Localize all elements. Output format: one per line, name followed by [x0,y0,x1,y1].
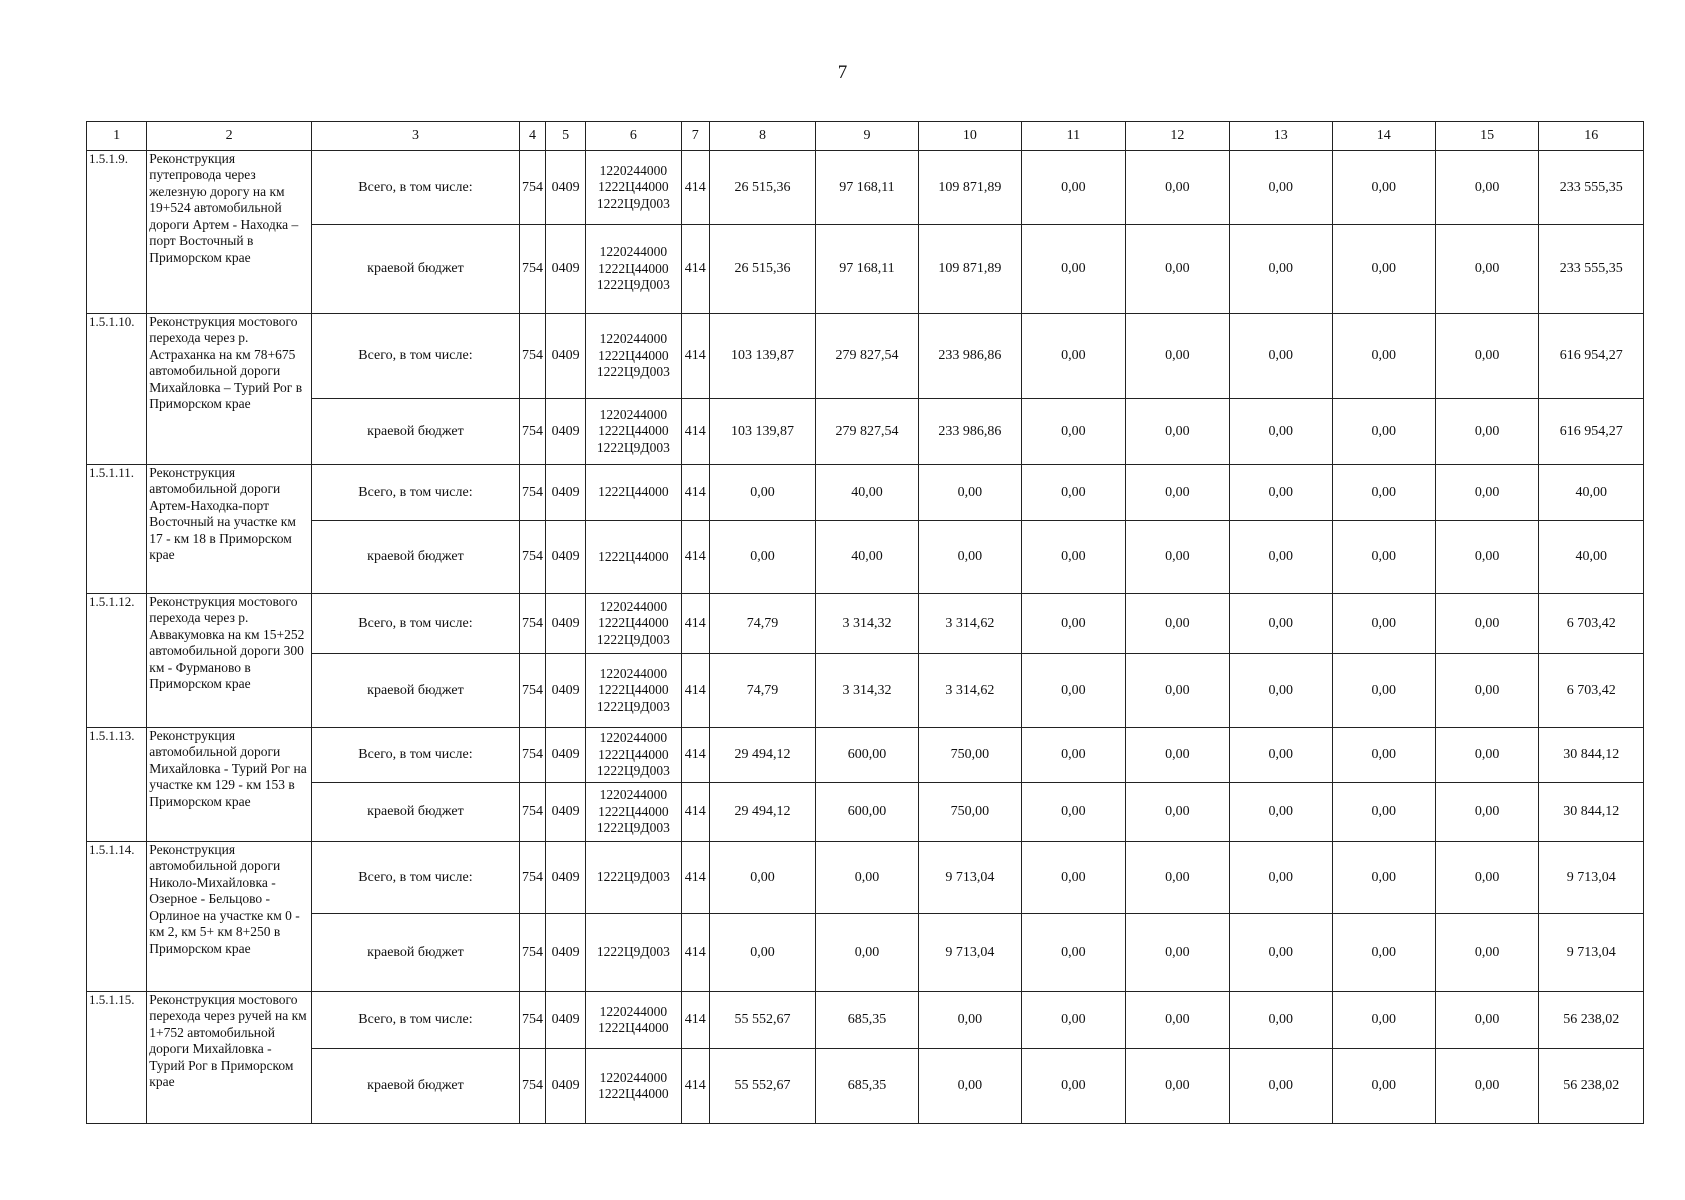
ministry-code: 754 [519,521,545,594]
year-value: 0,00 [709,521,815,594]
section-code: 0409 [546,151,586,225]
section-code: 0409 [546,654,586,728]
target-article-code: 1222Ц9Д003 [596,439,670,455]
year-value: 0,00 [1435,783,1538,842]
funding-source: краевой бюджет [312,521,520,594]
expense-type-code: 414 [681,225,709,314]
ministry-code: 754 [519,1049,545,1124]
ministry-code: 754 [519,465,545,521]
year-value: 0,00 [1332,1049,1435,1124]
column-header-3: 3 [312,122,520,151]
year-value: 0,00 [1435,842,1538,914]
target-article-code: 1222Ц44000 [598,260,669,276]
target-article-code: 1222Ц44000 [598,615,669,631]
year-value: 0,00 [1230,783,1332,842]
year-value: 0,00 [1230,465,1332,521]
target-article-codes [586,151,681,225]
table-row [87,465,1644,521]
year-value: 0,00 [709,914,815,992]
year-value: 0,00 [1230,314,1332,399]
year-value: 26 515,36 [709,225,815,314]
item-number: 1.5.1.11. [87,465,147,594]
target-article-code: 1222Ц9Д003 [596,364,670,380]
column-header-7: 7 [681,122,709,151]
column-header-11: 11 [1022,122,1125,151]
target-article-code: 1222Ц44000 [598,484,669,500]
ministry-code: 754 [519,728,545,783]
year-value: 0,00 [1022,521,1125,594]
year-value: 0,00 [1125,728,1229,783]
year-value: 3 314,62 [918,654,1021,728]
year-value: 0,00 [1125,151,1229,225]
target-article-code: 1220244000 [599,787,668,803]
table-row [87,914,1644,992]
target-article-code: 1222Ц44000 [598,179,669,195]
column-header-6: 6 [586,122,681,151]
year-value: 0,00 [1332,914,1435,992]
table-row [87,842,1644,914]
year-value: 0,00 [1435,225,1538,314]
ministry-code: 754 [519,314,545,399]
budget-table [86,121,1644,1124]
section-code: 0409 [546,783,586,842]
year-value: 40,00 [816,465,918,521]
item-number: 1.5.1.15. [87,992,147,1124]
target-article-code: 1222Ц44000 [598,746,669,762]
year-value: 750,00 [918,728,1021,783]
year-value: 0,00 [1435,521,1538,594]
year-value: 0,00 [1125,783,1229,842]
target-article-code: 1220244000 [599,331,668,347]
year-value: 0,00 [1332,151,1435,225]
year-value: 0,00 [709,465,815,521]
ministry-code: 754 [519,151,545,225]
expense-type-code: 414 [681,783,709,842]
target-article-code: 1222Ц44000 [598,682,669,698]
target-article-code: 1220244000 [599,406,668,422]
funding-source: краевой бюджет [312,654,520,728]
item-number: 1.5.1.13. [87,728,147,842]
year-value: 0,00 [918,992,1021,1049]
column-header-16: 16 [1539,122,1644,151]
target-article-code: 1220244000 [599,665,668,681]
table-row [87,728,1644,783]
section-code: 0409 [546,521,586,594]
table-row [87,399,1644,465]
year-value: 103 139,87 [709,399,815,465]
year-value: 0,00 [1230,1049,1332,1124]
year-value: 0,00 [1332,783,1435,842]
item-name: Реконструкция мостового перехода через р. Астраханка на км 78+675 автомобильной дороги Михайловка – Турий Рог в Приморском крае [147,314,312,465]
year-value: 0,00 [1022,151,1125,225]
year-value: 9 713,04 [918,914,1021,992]
target-article-codes [586,842,681,914]
year-value: 0,00 [1125,992,1229,1049]
target-article-code: 1222Ц9Д003 [596,820,670,836]
target-article-codes [586,225,681,314]
year-value: 0,00 [1230,521,1332,594]
target-article-codes [586,594,681,654]
funding-source: Всего, в том числе: [312,842,520,914]
total-value: 30 844,12 [1539,783,1644,842]
year-value: 0,00 [1230,914,1332,992]
year-value: 9 713,04 [918,842,1021,914]
year-value: 0,00 [1022,594,1125,654]
year-value: 0,00 [1332,594,1435,654]
year-value: 0,00 [1435,914,1538,992]
section-code: 0409 [546,225,586,314]
year-value: 279 827,54 [816,314,918,399]
funding-source: Всего, в том числе: [312,151,520,225]
table-row [87,225,1644,314]
table-row [87,314,1644,399]
total-value: 40,00 [1539,521,1644,594]
table-row [87,151,1644,225]
year-value: 0,00 [1332,842,1435,914]
total-value: 6 703,42 [1539,594,1644,654]
year-value: 0,00 [1125,399,1229,465]
total-value: 6 703,42 [1539,654,1644,728]
year-value: 55 552,67 [709,992,815,1049]
column-header-1: 1 [87,122,147,151]
column-header-4: 4 [519,122,545,151]
year-value: 0,00 [1022,314,1125,399]
expense-type-code: 414 [681,151,709,225]
column-header-9: 9 [816,122,918,151]
item-number: 1.5.1.10. [87,314,147,465]
total-value: 616 954,27 [1539,399,1644,465]
year-value: 0,00 [1125,654,1229,728]
column-header-14: 14 [1332,122,1435,151]
target-article-codes [586,992,681,1049]
year-value: 0,00 [1022,399,1125,465]
year-value: 279 827,54 [816,399,918,465]
year-value: 0,00 [1435,728,1538,783]
expense-type-code: 414 [681,914,709,992]
year-value: 233 986,86 [918,314,1021,399]
section-code: 0409 [546,399,586,465]
year-value: 685,35 [816,992,918,1049]
year-value: 0,00 [1230,399,1332,465]
target-article-code: 1222Ц44000 [598,803,669,819]
year-value: 3 314,32 [816,594,918,654]
year-value: 3 314,32 [816,654,918,728]
target-article-code: 1222Ц44000 [598,1086,669,1101]
funding-source: краевой бюджет [312,1049,520,1124]
section-code: 0409 [546,314,586,399]
funding-source: Всего, в том числе: [312,992,520,1049]
year-value: 0,00 [1125,842,1229,914]
target-article-code: 1222Ц44000 [598,1020,669,1035]
target-article-code: 1222Ц9Д003 [596,698,670,714]
year-value: 0,00 [1022,914,1125,992]
section-code: 0409 [546,992,586,1049]
year-value: 0,00 [1125,465,1229,521]
column-header-15: 15 [1435,122,1538,151]
total-value: 40,00 [1539,465,1644,521]
target-article-code: 1222Ц9Д003 [596,763,670,779]
year-value: 103 139,87 [709,314,815,399]
target-article-code: 1222Ц44000 [598,347,669,363]
funding-source: Всего, в том числе: [312,465,520,521]
year-value: 0,00 [1435,654,1538,728]
year-value: 0,00 [1435,992,1538,1049]
table-row [87,992,1644,1049]
year-value: 0,00 [1125,521,1229,594]
year-value: 0,00 [1332,314,1435,399]
item-name: Реконструкция мостового перехода через р. Аввакумовка на км 15+252 автомобильной дороги 300 км - Фурманово в Приморском крае [147,594,312,728]
item-name: Реконструкция автомобильной дороги Артем-Находка-порт Восточный на участке км 17 - км 18 в Приморском крае [147,465,312,594]
target-article-codes [586,521,681,594]
target-article-code: 1220244000 [599,598,668,614]
year-value: 0,00 [709,842,815,914]
section-code: 0409 [546,728,586,783]
year-value: 0,00 [1125,594,1229,654]
target-article-codes [586,783,681,842]
page-number: 7 [837,62,848,83]
section-code: 0409 [546,1049,586,1124]
year-value: 0,00 [1435,151,1538,225]
target-article-code: 1222Ц44000 [598,423,669,439]
column-header-10: 10 [918,122,1021,151]
expense-type-code: 414 [681,842,709,914]
target-article-codes [586,314,681,399]
funding-source: краевой бюджет [312,783,520,842]
expense-type-code: 414 [681,465,709,521]
ministry-code: 754 [519,914,545,992]
year-value: 55 552,67 [709,1049,815,1124]
total-value: 30 844,12 [1539,728,1644,783]
year-value: 0,00 [1022,992,1125,1049]
year-value: 0,00 [1022,842,1125,914]
target-article-code: 1220244000 [599,162,668,178]
total-value: 616 954,27 [1539,314,1644,399]
expense-type-code: 414 [681,399,709,465]
year-value: 233 986,86 [918,399,1021,465]
year-value: 0,00 [1022,225,1125,314]
table-row [87,783,1644,842]
section-code: 0409 [546,594,586,654]
year-value: 600,00 [816,783,918,842]
year-value: 0,00 [1230,842,1332,914]
year-value: 74,79 [709,594,815,654]
year-value: 97 168,11 [816,225,918,314]
year-value: 0,00 [1230,225,1332,314]
item-name: Реконструкция мостового перехода через ручей на км 1+752 автомобильной дороги Михайловка - Турий Рог в Приморском крае [147,992,312,1124]
year-value: 26 515,36 [709,151,815,225]
year-value: 0,00 [1022,465,1125,521]
target-article-code: 1220244000 [599,1003,668,1019]
year-value: 109 871,89 [918,225,1021,314]
ministry-code: 754 [519,783,545,842]
total-value: 9 713,04 [1539,842,1644,914]
year-value: 109 871,89 [918,151,1021,225]
target-article-code: 1222Ц9Д003 [596,944,670,960]
expense-type-code: 414 [681,521,709,594]
year-value: 0,00 [1332,654,1435,728]
total-value: 56 238,02 [1539,1049,1644,1124]
year-value: 0,00 [1022,654,1125,728]
year-value: 97 168,11 [816,151,918,225]
target-article-codes [586,465,681,521]
item-number: 1.5.1.14. [87,842,147,992]
year-value: 40,00 [816,521,918,594]
ministry-code: 754 [519,842,545,914]
year-value: 0,00 [1332,728,1435,783]
item-number: 1.5.1.12. [87,594,147,728]
year-value: 0,00 [1435,314,1538,399]
year-value: 29 494,12 [709,783,815,842]
column-header-13: 13 [1230,122,1332,151]
target-article-codes [586,914,681,992]
year-value: 0,00 [1125,914,1229,992]
expense-type-code: 414 [681,728,709,783]
table-row [87,654,1644,728]
year-value: 0,00 [1435,465,1538,521]
funding-source: Всего, в том числе: [312,728,520,783]
column-header-12: 12 [1125,122,1229,151]
target-article-codes [586,728,681,783]
target-article-code: 1220244000 [599,1069,668,1085]
target-article-code: 1222Ц44000 [598,548,669,564]
column-header-5: 5 [546,122,586,151]
year-value: 0,00 [918,1049,1021,1124]
total-value: 233 555,35 [1539,225,1644,314]
target-article-code: 1222Ц9Д003 [596,631,670,647]
expense-type-code: 414 [681,314,709,399]
year-value: 600,00 [816,728,918,783]
year-value: 0,00 [1125,225,1229,314]
year-value: 0,00 [1435,1049,1538,1124]
year-value: 0,00 [1230,992,1332,1049]
year-value: 0,00 [1435,399,1538,465]
year-value: 29 494,12 [709,728,815,783]
target-article-code: 1220244000 [599,244,668,260]
year-value: 0,00 [918,465,1021,521]
item-name: Реконструкция автомобильной дороги Николо-Михайловка - Озерное - Бельцово - Орлиное на участке км 0 - км 2, км 5+ км 8+250 в Приморском крае [147,842,312,992]
expense-type-code: 414 [681,1049,709,1124]
year-value: 0,00 [1022,728,1125,783]
year-value: 0,00 [1332,399,1435,465]
section-code: 0409 [546,842,586,914]
year-value: 0,00 [1230,151,1332,225]
year-value: 0,00 [1332,992,1435,1049]
funding-source: краевой бюджет [312,225,520,314]
year-value: 0,00 [1230,654,1332,728]
year-value: 74,79 [709,654,815,728]
total-value: 56 238,02 [1539,992,1644,1049]
table-row [87,521,1644,594]
item-number: 1.5.1.9. [87,151,147,314]
target-article-codes [586,1049,681,1124]
target-article-codes [586,399,681,465]
column-header-2: 2 [147,122,312,151]
ministry-code: 754 [519,399,545,465]
year-value: 0,00 [1332,521,1435,594]
total-value: 9 713,04 [1539,914,1644,992]
year-value: 0,00 [1332,465,1435,521]
table-body [87,122,1644,1124]
ministry-code: 754 [519,992,545,1049]
funding-source: Всего, в том числе: [312,314,520,399]
funding-source: краевой бюджет [312,914,520,992]
year-value: 0,00 [1022,783,1125,842]
target-article-code: 1222Ц9Д003 [596,195,670,211]
year-value: 0,00 [918,521,1021,594]
year-value: 0,00 [816,914,918,992]
item-name: Реконструкция путепровода через железную дорогу на км 19+524 автомобильной дороги Артем - Находка – порт Восточный в Приморском крае [147,151,312,314]
year-value: 750,00 [918,783,1021,842]
year-value: 0,00 [1230,594,1332,654]
target-article-codes [586,654,681,728]
header-row [87,122,1644,151]
year-value: 0,00 [1022,1049,1125,1124]
item-name: Реконструкция автомобильной дороги Михайловка - Турий Рог на участке км 129 - км 153 в Приморском крае [147,728,312,842]
expense-type-code: 414 [681,594,709,654]
year-value: 0,00 [1125,314,1229,399]
table-row [87,1049,1644,1124]
target-article-code: 1222Ц9Д003 [596,277,670,293]
ministry-code: 754 [519,594,545,654]
target-article-code: 1222Ц9Д003 [596,869,670,885]
year-value: 0,00 [1230,728,1332,783]
year-value: 3 314,62 [918,594,1021,654]
year-value: 0,00 [1332,225,1435,314]
year-value: 685,35 [816,1049,918,1124]
year-value: 0,00 [816,842,918,914]
funding-source: краевой бюджет [312,399,520,465]
section-code: 0409 [546,914,586,992]
expense-type-code: 414 [681,992,709,1049]
year-value: 0,00 [1435,594,1538,654]
table-row [87,594,1644,654]
column-header-8: 8 [709,122,815,151]
section-code: 0409 [546,465,586,521]
total-value: 233 555,35 [1539,151,1644,225]
ministry-code: 754 [519,654,545,728]
target-article-code: 1220244000 [599,730,668,746]
year-value: 0,00 [1125,1049,1229,1124]
expense-type-code: 414 [681,654,709,728]
funding-source: Всего, в том числе: [312,594,520,654]
ministry-code: 754 [519,225,545,314]
